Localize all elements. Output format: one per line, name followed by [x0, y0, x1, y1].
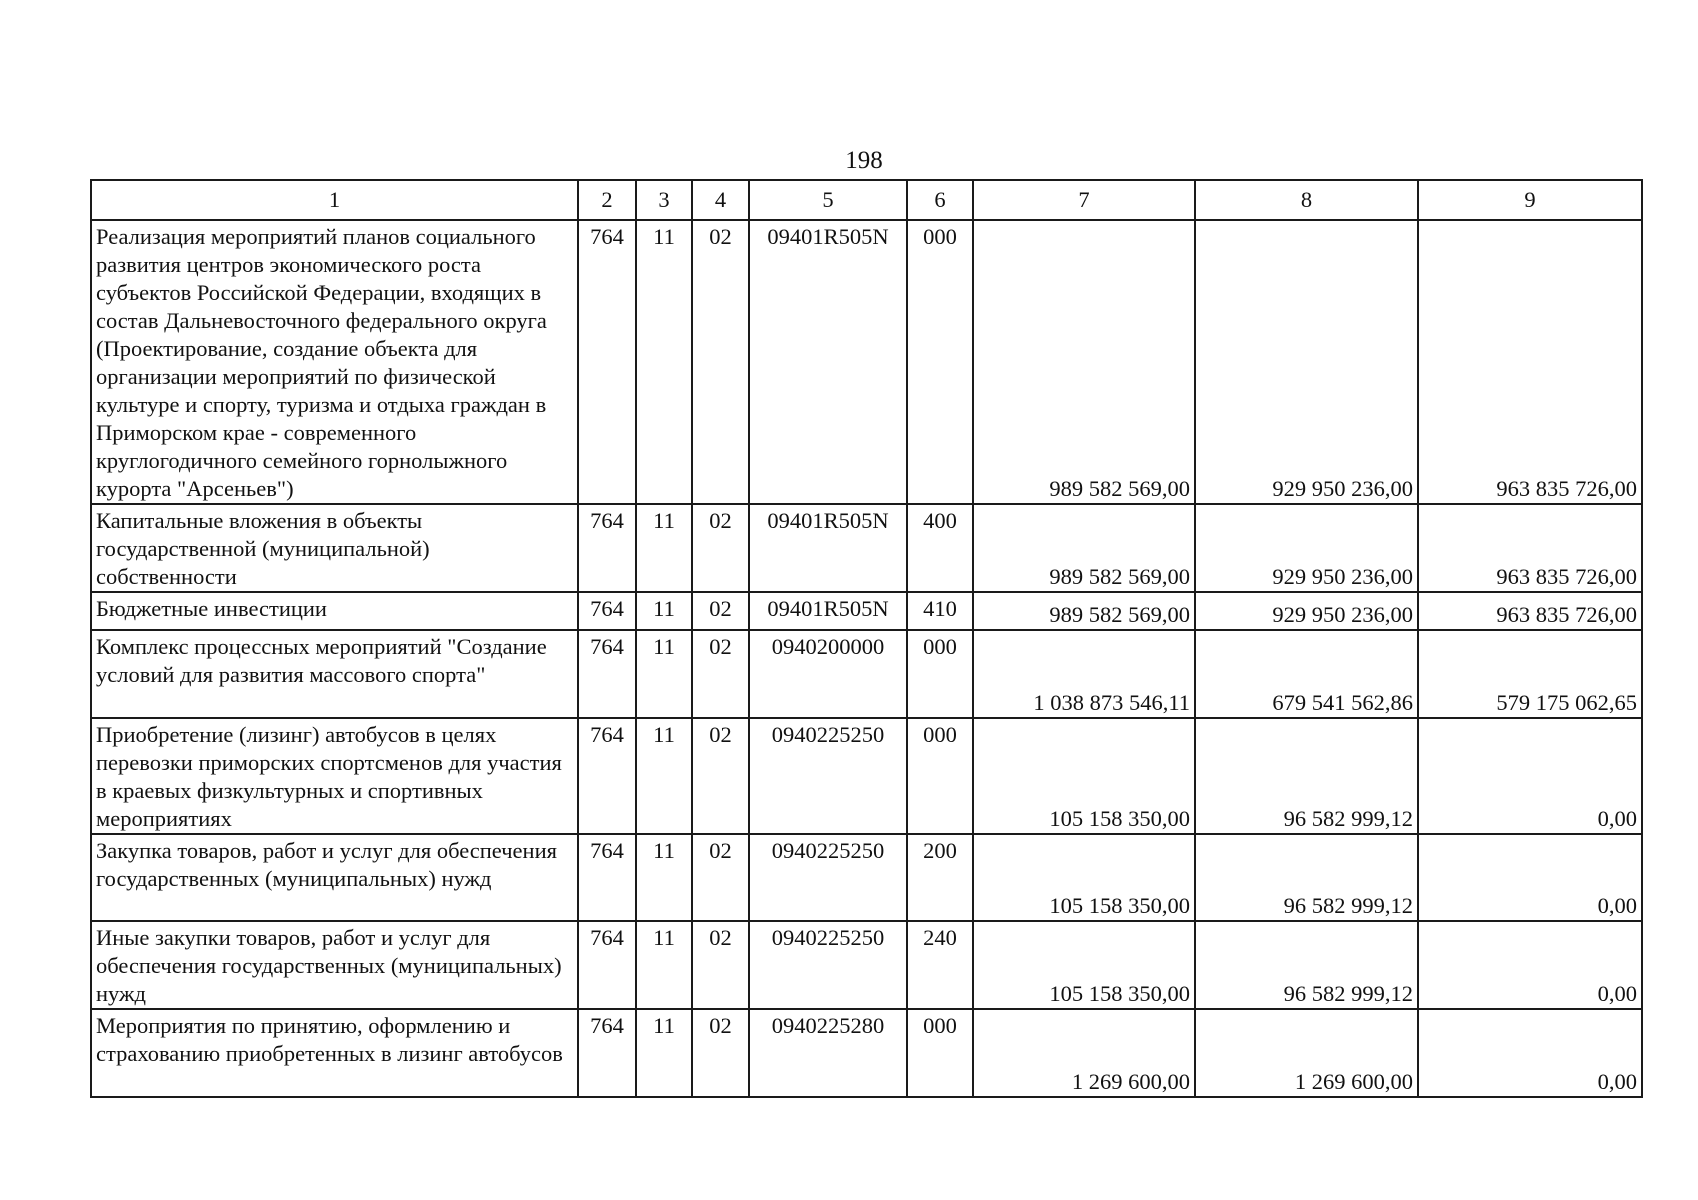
- subsection-code-cell: 02: [692, 718, 749, 834]
- amount-col-9-cell: 963 835 726,00: [1418, 592, 1642, 630]
- ministry-code-cell: 764: [578, 834, 636, 921]
- table-row: [91, 834, 1642, 921]
- row-name-cell: Приобретение (лизинг) автобусов в целях перевозки приморских спортсменов для участия в краевых физкультурных и спортивных мероприятиях: [91, 718, 578, 834]
- amount-col-8-cell: 929 950 236,00: [1195, 592, 1418, 630]
- row-name-cell: Реализация мероприятий планов социального развития центров экономического роста субъектов Российской Федерации, входящих в состав Дальневосточного федерального округа (Проектирование, создание объекта для организации мероприятий по физической культуре и спорту, туризма и отдыха граждан в Приморском крае - современного круглогодичного семейного горнолыжного курорта "Арсеньев"): [91, 220, 578, 504]
- header-col-2: 2: [578, 180, 636, 220]
- section-code-cell: 11: [636, 630, 692, 718]
- expense-type-cell: 400: [907, 504, 973, 592]
- target-article-cell: 09401R505N: [749, 504, 907, 592]
- amount-col-7-cell: 989 582 569,00: [973, 592, 1195, 630]
- expense-type-cell: 000: [907, 1009, 973, 1097]
- section-code-cell: 11: [636, 504, 692, 592]
- target-article-cell: 0940225250: [749, 718, 907, 834]
- header-row: [91, 180, 1642, 220]
- amount-col-9-cell: 579 175 062,65: [1418, 630, 1642, 718]
- section-code-cell: 11: [636, 1009, 692, 1097]
- page-number: 198: [845, 147, 883, 174]
- amount-col-7-cell: 105 158 350,00: [973, 921, 1195, 1009]
- amount-col-9-cell: 0,00: [1418, 718, 1642, 834]
- expense-type-cell: 000: [907, 630, 973, 718]
- ministry-code-cell: 764: [578, 1009, 636, 1097]
- amount-col-8-cell: 96 582 999,12: [1195, 921, 1418, 1009]
- table-row: [91, 220, 1642, 504]
- table-row: [91, 630, 1642, 718]
- subsection-code-cell: 02: [692, 504, 749, 592]
- expense-type-cell: 410: [907, 592, 973, 630]
- header-col-8: 8: [1195, 180, 1418, 220]
- ministry-code-cell: 764: [578, 504, 636, 592]
- row-name-cell: Иные закупки товаров, работ и услуг для обеспечения государственных (муниципальных) нужд: [91, 921, 578, 1009]
- subsection-code-cell: 02: [692, 630, 749, 718]
- header-col-9: 9: [1418, 180, 1642, 220]
- section-code-cell: 11: [636, 718, 692, 834]
- section-code-cell: 11: [636, 834, 692, 921]
- table-row: [91, 718, 1642, 834]
- amount-col-7-cell: 1 269 600,00: [973, 1009, 1195, 1097]
- amount-col-8-cell: 929 950 236,00: [1195, 220, 1418, 504]
- header-col-3: 3: [636, 180, 692, 220]
- ministry-code-cell: 764: [578, 718, 636, 834]
- header-col-6: 6: [907, 180, 973, 220]
- header-col-1: 1: [91, 180, 578, 220]
- target-article-cell: 0940225250: [749, 834, 907, 921]
- expense-type-cell: 200: [907, 834, 973, 921]
- target-article-cell: 09401R505N: [749, 592, 907, 630]
- amount-col-9-cell: 0,00: [1418, 834, 1642, 921]
- subsection-code-cell: 02: [692, 921, 749, 1009]
- amount-col-7-cell: 989 582 569,00: [973, 220, 1195, 504]
- row-name-cell: Капитальные вложения в объекты государственной (муниципальной) собственности: [91, 504, 578, 592]
- header-col-7: 7: [973, 180, 1195, 220]
- subsection-code-cell: 02: [692, 1009, 749, 1097]
- subsection-code-cell: 02: [692, 834, 749, 921]
- target-article-cell: 0940225280: [749, 1009, 907, 1097]
- expense-type-cell: 000: [907, 220, 973, 504]
- amount-col-7-cell: 105 158 350,00: [973, 718, 1195, 834]
- ministry-code-cell: 764: [578, 921, 636, 1009]
- section-code-cell: 11: [636, 921, 692, 1009]
- table-row: [91, 592, 1642, 630]
- header-col-4: 4: [692, 180, 749, 220]
- amount-col-8-cell: 929 950 236,00: [1195, 504, 1418, 592]
- amount-col-8-cell: 96 582 999,12: [1195, 718, 1418, 834]
- table-row: [91, 504, 1642, 592]
- amount-col-8-cell: 96 582 999,12: [1195, 834, 1418, 921]
- header-col-5: 5: [749, 180, 907, 220]
- row-name-cell: Мероприятия по принятию, оформлению и страхованию приобретенных в лизинг автобусов: [91, 1009, 578, 1097]
- target-article-cell: 0940200000: [749, 630, 907, 718]
- row-name-cell: Бюджетные инвестиции: [91, 592, 578, 630]
- table-row: [91, 1009, 1642, 1097]
- section-code-cell: 11: [636, 592, 692, 630]
- ministry-code-cell: 764: [578, 630, 636, 718]
- amount-col-9-cell: 0,00: [1418, 1009, 1642, 1097]
- target-article-cell: 0940225250: [749, 921, 907, 1009]
- table-row: [91, 921, 1642, 1009]
- row-name-cell: Закупка товаров, работ и услуг для обеспечения государственных (муниципальных) нужд: [91, 834, 578, 921]
- ministry-code-cell: 764: [578, 220, 636, 504]
- budget-table: [90, 179, 1643, 1098]
- ministry-code-cell: 764: [578, 592, 636, 630]
- amount-col-9-cell: 963 835 726,00: [1418, 220, 1642, 504]
- amount-col-9-cell: 0,00: [1418, 921, 1642, 1009]
- amount-col-7-cell: 105 158 350,00: [973, 834, 1195, 921]
- section-code-cell: 11: [636, 220, 692, 504]
- expense-type-cell: 240: [907, 921, 973, 1009]
- subsection-code-cell: 02: [692, 220, 749, 504]
- amount-col-7-cell: 989 582 569,00: [973, 504, 1195, 592]
- subsection-code-cell: 02: [692, 592, 749, 630]
- amount-col-8-cell: 1 269 600,00: [1195, 1009, 1418, 1097]
- amount-col-7-cell: 1 038 873 546,11: [973, 630, 1195, 718]
- target-article-cell: 09401R505N: [749, 220, 907, 504]
- row-name-cell: Комплекс процессных мероприятий "Создание условий для развития массового спорта": [91, 630, 578, 718]
- amount-col-9-cell: 963 835 726,00: [1418, 504, 1642, 592]
- expense-type-cell: 000: [907, 718, 973, 834]
- amount-col-8-cell: 679 541 562,86: [1195, 630, 1418, 718]
